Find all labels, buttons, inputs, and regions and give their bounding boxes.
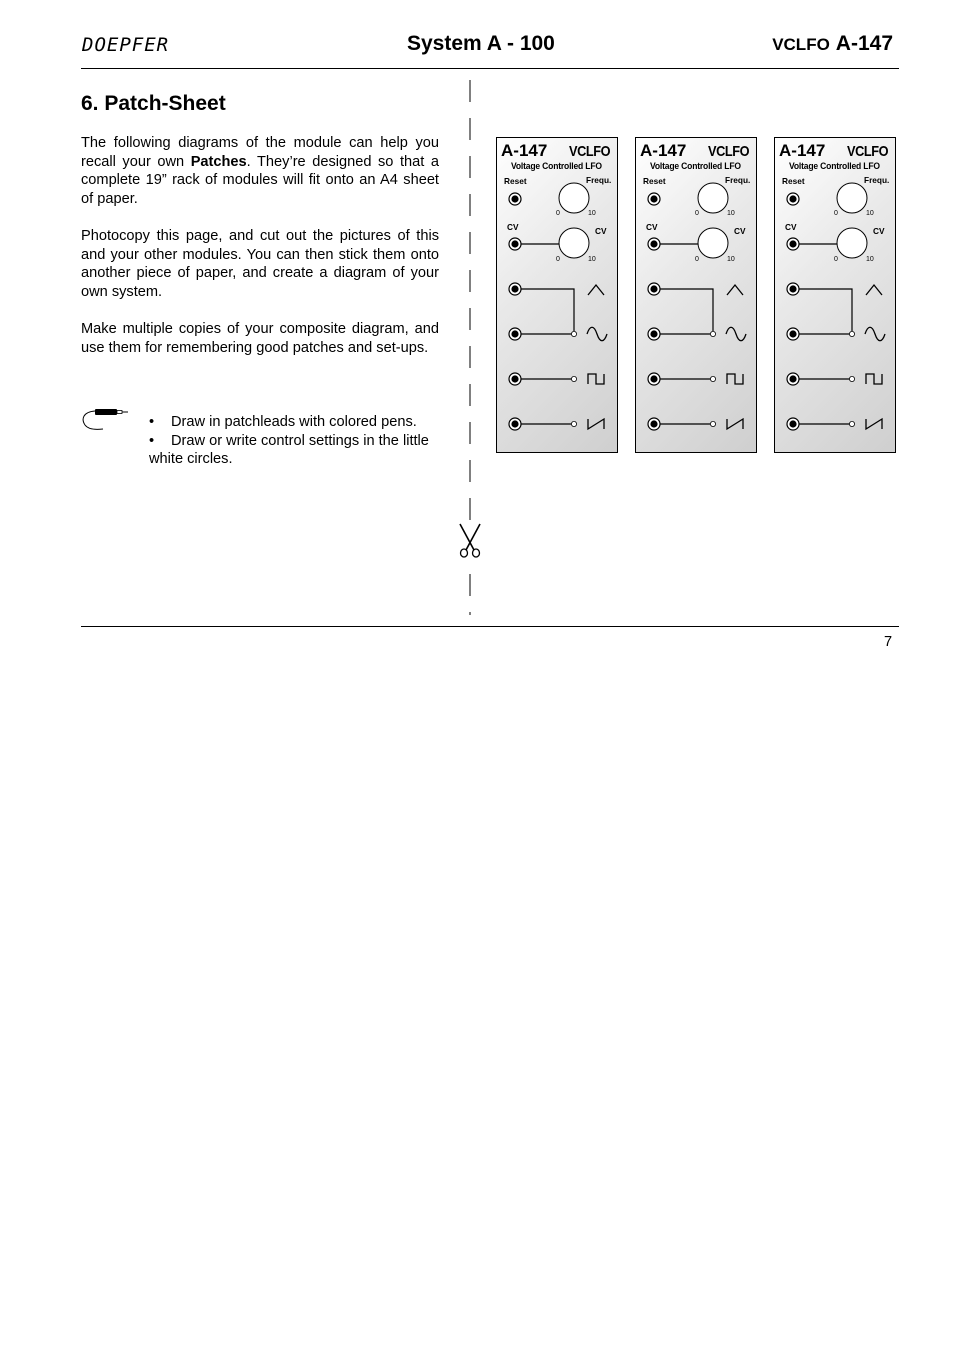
frequency-max-tick: 10 [866,210,874,217]
sawtooth-wave-icon [588,419,604,429]
cv-knob-label: CV [873,226,885,236]
triangle-trace [660,289,713,334]
copies-paragraph: Make multiple copies of your composite diagram, and use them for remembering good patches and set-ups. [81,321,439,356]
reset-label: Reset [643,176,666,186]
triangle-wave-icon [727,285,743,295]
cv-min-tick: 0 [695,256,699,263]
tip-item [149,432,439,469]
intro-paragraph [81,134,439,208]
triangle-trace [799,289,852,334]
reset-label: Reset [782,176,805,186]
cv-knob-label: CV [734,226,746,236]
sine-wave-icon [865,327,885,341]
sine-wave-icon [587,327,607,341]
cv-min-tick: 0 [556,256,560,263]
intro-bold-term: Patches [190,153,247,170]
triangle-wave-icon [588,285,604,295]
system-title: System A - 100 [407,32,555,55]
cv-max-tick: 10 [588,256,596,263]
sine-led [849,331,854,336]
square-led [571,376,576,381]
panel-subtitle: Voltage Controlled LFO [789,161,880,171]
triangle-wave-icon [866,285,882,295]
square-wave-icon [866,374,882,384]
tip-text: Draw in patchleads with colored pens. [171,414,417,430]
panel-module-function: VCLFO [569,143,611,160]
module-id [772,32,893,56]
frequency-label: Frequ. [864,175,890,185]
photocopy-paragraph: Photocopy this page, and cut out the pictures of this and your other modules. You can then stick them onto another piece of paper, and create a diagram of your own system. [81,228,439,300]
page-header [81,30,899,69]
frequency-max-tick: 10 [727,210,735,217]
panel-subtitle: Voltage Controlled LFO [511,161,602,171]
frequency-knob[interactable] [698,183,728,213]
cv-input-label: CV [646,222,658,232]
panel-module-number: A-147 [501,141,548,160]
sawtooth-wave-icon [866,419,882,429]
tip-text: Draw or write control settings in the little white circles. [149,432,429,468]
frequency-min-tick: 0 [695,210,699,217]
module-function: VCLFO [772,35,830,54]
cv-attenuator-knob[interactable] [559,228,589,258]
module-panels [496,137,899,457]
square-wave-icon [588,374,604,384]
tips-list [149,413,439,469]
frequency-label: Frequ. [586,175,612,185]
square-led [849,376,854,381]
panel-module-number: A-147 [640,141,687,160]
sawtooth-led [849,421,854,426]
cv-max-tick: 10 [727,256,735,263]
scissors-icon [455,522,485,560]
section-title: 6. Patch-Sheet [81,92,226,115]
sawtooth-wave-icon [727,419,743,429]
cv-input-label: CV [507,222,519,232]
module-panel [635,137,757,453]
brand-logo: DOEPFER [82,34,170,56]
module-panel [774,137,896,453]
frequency-knob[interactable] [559,183,589,213]
panel-module-function: VCLFO [708,143,750,160]
panel-module-function: VCLFO [847,143,889,160]
triangle-trace [521,289,574,334]
cv-input-label: CV [785,222,797,232]
panel-module-number: A-147 [779,141,826,160]
module-number: A-147 [835,32,893,55]
frequency-max-tick: 10 [588,210,596,217]
bullet-mark: • [149,432,155,449]
panel-subtitle: Voltage Controlled LFO [650,161,741,171]
sawtooth-led [710,421,715,426]
frequency-min-tick: 0 [556,210,560,217]
sine-led [710,331,715,336]
intro-text-end: . They’re designed so that a complete 19” rack of modules will fit onto an A4 sheet of paper. [81,153,439,207]
page-number: 7 [884,634,893,650]
cv-min-tick: 0 [834,256,838,263]
sawtooth-led [571,421,576,426]
frequency-knob[interactable] [837,183,867,213]
frequency-label: Frequ. [725,175,751,185]
square-led [710,376,715,381]
cv-max-tick: 10 [866,256,874,263]
reset-label: Reset [504,176,527,186]
cv-attenuator-knob[interactable] [837,228,867,258]
footer-divider [81,626,899,627]
patch-cable-icon [81,409,129,431]
cv-knob-label: CV [595,226,607,236]
sine-wave-icon [726,327,746,341]
intro-text-start: The following diagrams of the module can help you recall your own [81,135,439,170]
module-panel [496,137,618,453]
cv-attenuator-knob[interactable] [698,228,728,258]
tip-item [149,413,439,432]
frequency-min-tick: 0 [834,210,838,217]
square-wave-icon [727,374,743,384]
sine-led [571,331,576,336]
bullet-mark: • [149,414,155,430]
